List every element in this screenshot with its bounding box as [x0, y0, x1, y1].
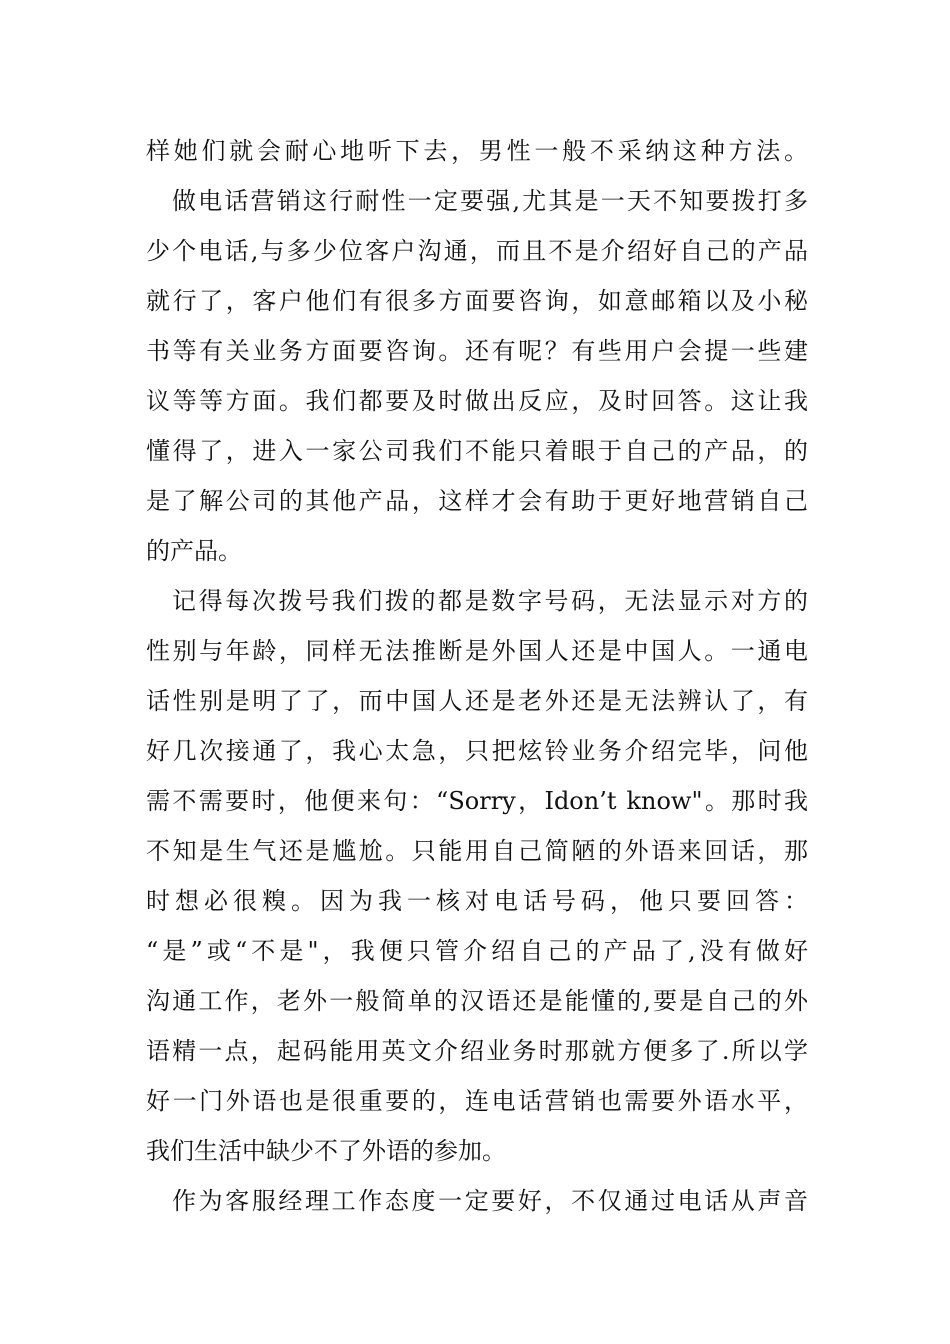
text-line: 懂得了，进入一家公司我们不能只着眼于自己的产品，的 — [146, 437, 808, 465]
paragraph-start-line: 做电话营销这行耐性一定要强,尤其是一天不知要拨打多 — [172, 187, 808, 215]
text-line: 语精一点，起码能用英文介绍业务时那就方便多了.所以学 — [146, 1037, 808, 1065]
text-line: 就行了，客户他们有很多方面要咨询，如意邮箱以及小秘 — [146, 287, 808, 315]
text-line: 性别与年龄，同样无法推断是外国人还是中国人。一通电 — [146, 637, 808, 665]
text-line: 少个电话,与多少位客户沟通，而且不是介绍好自己的产品 — [146, 237, 808, 265]
paragraph-start-line: 记得每次拨号我们拨的都是数字号码，无法显示对方的 — [172, 587, 808, 615]
text-line: 是了解公司的其他产品，这样才会有助于更好地营销自己 — [146, 487, 808, 515]
text-line: 时想必很糗。因为我一核对电话号码，他只要回答： — [146, 887, 808, 915]
body-text — [146, 126, 808, 1226]
text-line: 不知是生气还是尴尬。只能用自己简陋的外语来回话，那 — [146, 837, 808, 865]
paragraph-end-line: 我们生活中缺少不了外语的参加。 — [146, 1137, 506, 1165]
text-line: 需不需要时，他便来句：“Sorry，Idon’t know"。那时我 — [146, 787, 808, 815]
text-line: 沟通工作，老外一般简单的汉语还是能懂的,要是自己的外 — [146, 987, 808, 1015]
paragraph-end-line: 的产品。 — [146, 537, 242, 565]
text-line: “是”或“不是"，我便只管介绍自己的产品了,没有做好 — [146, 937, 808, 965]
text-line: 样她们就会耐心地听下去，男性一般不采纳这种方法。 — [146, 137, 808, 165]
paragraph-start-line: 作为客服经理工作态度一定要好，不仅通过电话从声音 — [172, 1187, 808, 1215]
text-line: 好几次接通了，我心太急，只把炫铃业务介绍完毕，问他 — [146, 737, 808, 765]
text-line: 议等等方面。我们都要及时做出反应，及时回答。这让我 — [146, 387, 808, 415]
text-line: 好一门外语也是很重要的，连电话营销也需要外语水平， — [146, 1087, 808, 1115]
text-line: 书等有关业务方面要咨询。还有呢？有些用户会提一些建 — [146, 337, 808, 365]
text-line: 话性别是明了了，而中国人还是老外还是无法辨认了，有 — [146, 687, 808, 715]
